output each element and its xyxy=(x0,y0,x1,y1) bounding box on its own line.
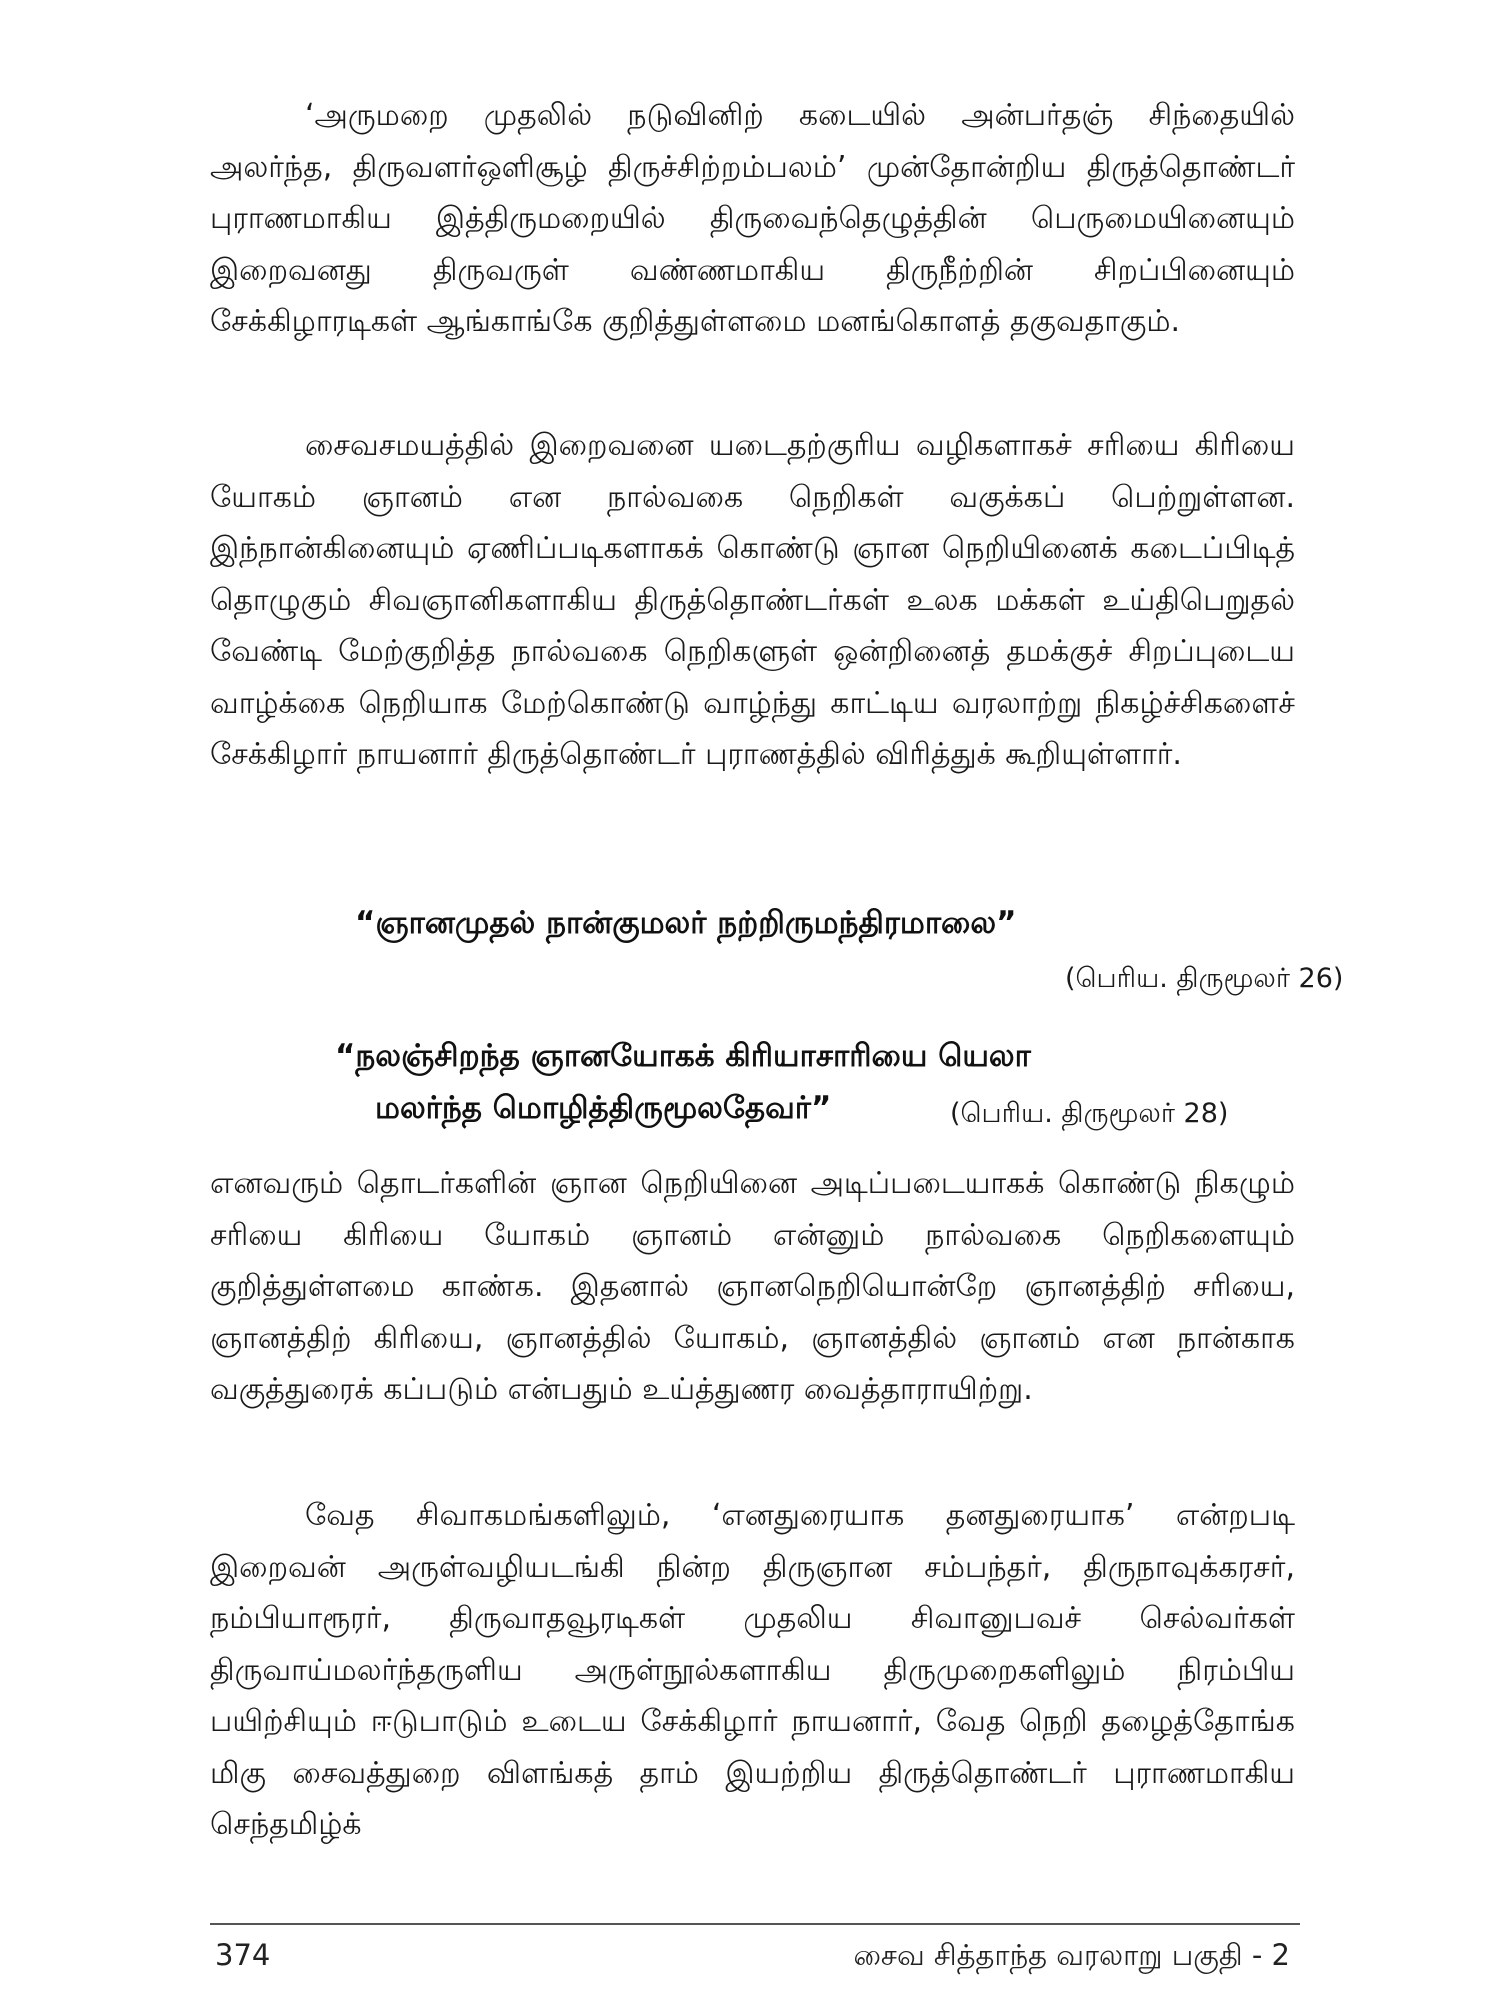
verse-quote-2-line-2: மலர்ந்த மொழித்திருமூலதேவர்” xyxy=(375,1090,832,1126)
verse-quote-2-line-1: “நலஞ்சிறந்த ஞானயோகக் கிரியாசாரியை யெலா xyxy=(335,1038,1031,1074)
paragraph-2: சைவசமயத்தில் இறைவனை யடைதற்குரிய வழிகளாகச் சரியை கிரியை யோகம் ஞானம் என நால்வகை நெறிகள் வகுக்கப் பெற்றுள்ளன. இந்நான்கினையும் ஏணிப்படிகளாகக் கொண்டு ஞான நெறியினைக் கடைப்பிடித் தொழுகும் சிவஞானிகளாகிய திருத்தொண்டர்கள் உலக மக்கள் உய்திபெறுதல் வேண்டி மேற்குறித்த நால்வகை நெறிகளுள் ஒன்றினைத் தமக்குச் சிறப்புடைய வாழ்க்கை நெறியாக மேற்கொண்டு வாழ்ந்து காட்டிய வரலாற்று நிகழ்ச்சிகளைச் சேக்கிழார் நாயனார் திருத்தொண்டர் புராணத்தில் விரித்துக் கூறியுள்ளார். xyxy=(210,428,1295,772)
verse-quote-1: “ஞானமுதல் நான்குமலர் நற்றிருமந்திரமாலை” xyxy=(355,905,1017,941)
paragraph-3: எனவரும் தொடர்களின் ஞான நெறியினை அடிப்படையாகக் கொண்டு நிகழும் சரியை கிரியை யோகம் ஞானம் என்னும் நால்வகை நெறிகளையும் குறித்துள்ளமை காண்க. இதனால் ஞானநெறியொன்றே ஞானத்திற் சரியை, ஞானத்திற் கிரியை, ஞானத்தில் யோகம், ஞானத்தில் ஞானம் என நான்காக வகுத்துரைக் கப்படும் என்பதும் உய்த்துணர வைத்தாராயிற்று. xyxy=(210,1166,1295,1407)
footer-divider xyxy=(210,1923,1300,1925)
page-number: 374 xyxy=(215,1938,271,1972)
paragraph-1: ‘அருமறை முதலில் நடுவினிற் கடையில் அன்பர்தஞ் சிந்தையில் அலர்ந்த, திருவளர்ஒளிசூழ் திருச்சிற்றம்பலம்’ முன்தோன்றிய திருத்தொண்டர் புராணமாகிய இத்திருமறையில் திருவைந்தெழுத்தின் பெருமையினையும் இறைவனது திருவருள் வண்ணமாகிய திருநீற்றின் சிறப்பினையும் சேக்கிழாரடிகள் ஆங்காங்கே குறித்துள்ளமை மனங்கொளத் தகுவதாகும். xyxy=(210,98,1295,339)
verse-citation-1: (பெரிய. திருமூலர் 26) xyxy=(1065,963,1344,994)
paragraph-4: வேத சிவாகமங்களிலும், ‘எனதுரையாக தனதுரையாக’ என்றபடி இறைவன் அருள்வழியடங்கி நின்ற திருஞான சம்பந்தர், திருநாவுக்கரசர், நம்பியாரூரர், திருவாதவூரடிகள் முதலிய சிவானுபவச் செல்வர்கள் திருவாய்மலர்ந்தருளிய அருள்நூல்களாகிய திருமுறைகளிலும் நிரம்பிய பயிற்சியும் ஈடுபாடும் உடைய சேக்கிழார் நாயனார், வேத நெறி தழைத்தோங்க மிகு சைவத்துறை விளங்கத் தாம் இயற்றிய திருத்தொண்டர் புராணமாகிய செந்தமிழ்க் xyxy=(210,1498,1295,1842)
verse-citation-2: (பெரிய. திருமூலர் 28) xyxy=(950,1098,1229,1129)
running-footer-title: சைவ சித்தாந்த வரலாறு பகுதி - 2 xyxy=(853,1938,1290,1972)
